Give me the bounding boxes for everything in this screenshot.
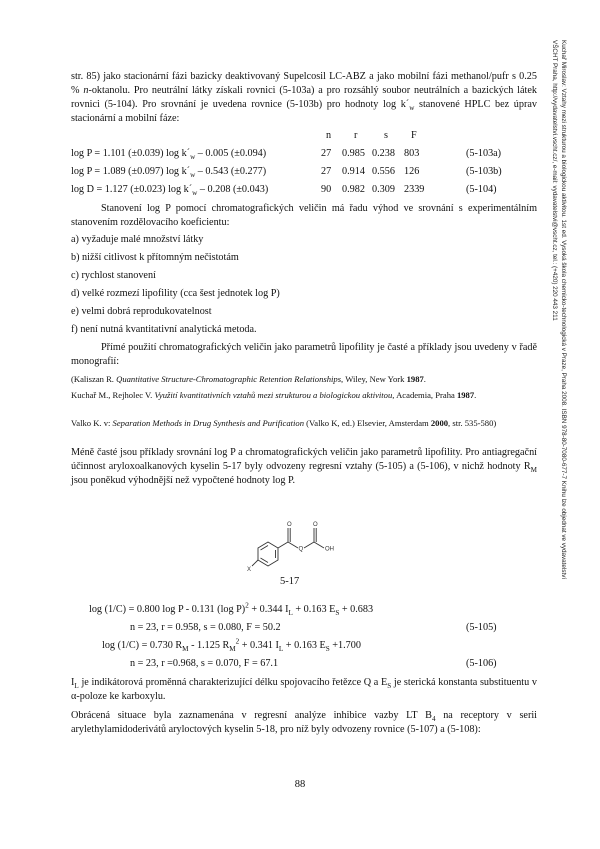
value-n: 90 bbox=[321, 184, 332, 195]
value-s: 0.238 bbox=[372, 148, 395, 159]
paragraph-inverse-situation: Obrácená situace byla zaznamenána v regresní analýze inhibice vazby LT $B_4$ na receptory v serii arylethylamidoderivátů aryloctových kyselin 5-18, pro níž byly odvozeny rovnice (5-107) a (5-108): bbox=[71, 710, 537, 735]
value-F: 2339 bbox=[404, 184, 425, 195]
value-r: 0.985 bbox=[342, 148, 365, 159]
paragraph-monographs: Přímé použití chromatografických veličin jako parametrů lipofility je časté a příklady jsou uvedeny v řadě monografií: bbox=[71, 342, 537, 367]
value-r: 0.982 bbox=[342, 184, 365, 195]
side-note-text: Kuchař Miroslav: Vztahy mezi strukturou a biologickou aktivitou. 1st ed. Vysoká škola chemicko-technologická v Praze, Praha 2008. ISBN 978-80-7080-677-7 Knihu lze objednat ve vydavatelství VŠCHT Praha, http://vydavatelstvi.vscht.cz/, e-mail: vydavatelstvi@vscht.cz, tel.: (+420) 220 443 211 bbox=[551, 40, 567, 580]
value-F: 803 bbox=[404, 148, 420, 159]
list-item: d) velké rozmezí lipofility (cca šest jednotek log P) bbox=[71, 288, 280, 299]
header-F: F bbox=[411, 130, 417, 141]
atom-label: O bbox=[313, 522, 318, 528]
value-s: 0.309 bbox=[372, 184, 395, 195]
header-n: n bbox=[326, 130, 332, 141]
value-s: 0.556 bbox=[372, 166, 395, 177]
text: -oktanolu. Pro neutrální látky získali rovnici (5-103a) a pro rozsáhlý soubor neutrálních a bazických látek rovnici (5-104). Pro srovnání je uvedena rovnice (5-103b) pro hodnoty log k´ bbox=[71, 85, 537, 110]
equation-label: (5-103a) bbox=[466, 148, 502, 159]
list-item: b) nižší citlivost k přítomným nečistotám bbox=[71, 252, 239, 263]
chemical-structure-5-17 bbox=[246, 512, 366, 572]
paragraph-intro bbox=[71, 70, 537, 126]
equation-label: (5-106) bbox=[466, 658, 497, 669]
reference: Valko K. v: Separation Methods in Drug Synthesis and Purification (Valko K, ed.) Elsevier, Amsterdam 2000, str. 535-580) bbox=[71, 418, 497, 428]
side-note bbox=[520, 40, 568, 640]
text: stanovené HPLC bez úprav stacionární a mobilní fáze: bbox=[71, 99, 538, 124]
value-F: 126 bbox=[404, 166, 420, 177]
equation-label: (5-103b) bbox=[466, 166, 502, 177]
page-number: 88 bbox=[294, 779, 306, 790]
text: str. 85) jako stacionární fázi bazicky deaktivovaný Supelcosil LC-ABZ a jako mobilní fázi methanol/pufr s 0.25 % bbox=[71, 71, 537, 96]
subscript: w bbox=[409, 104, 415, 113]
atom-label: X bbox=[247, 567, 252, 572]
equation-5-105: log (1/C) = 0.800 log P - 0.131 (log P)$^2$ + 0.344 $I_L + 0.163$ $E_S + 0.683$ bbox=[89, 601, 374, 618]
list-item: f) není nutná kvantitativní analytická metoda. bbox=[71, 324, 257, 335]
equation-text: log P = 1.089 (±0.097) $\log k´_w - 0.543$ (±0.277) bbox=[71, 166, 267, 180]
reference: (Kaliszan R. Quantitative Structure-Chromatographic Retention Relationships, Wiley, New York 1987. bbox=[71, 374, 426, 384]
equation-label: (5-105) bbox=[466, 622, 497, 633]
value-r: 0.914 bbox=[342, 166, 365, 177]
paragraph-explanation: $I_L$ je indikátorová proměnná charakterizující délku spojovacího řetězce Q a $E_S$ je sterická konstanta substituentu v α-poloze ke karboxylu. bbox=[71, 677, 537, 702]
equation-stats: n = 23, r =0.968, s = 0.070, F = 67.1 bbox=[130, 658, 279, 669]
list-item: c) rychlost stanovení bbox=[71, 270, 156, 281]
atom-label: O bbox=[287, 522, 292, 528]
list-item: a) vyžaduje malé množství látky bbox=[71, 234, 204, 245]
header-s: s bbox=[384, 130, 388, 141]
equation-5-106: log (1/C) = 0.730 $R_M - 1.125$ $R_M^2 + 0.341$ $I_L + 0.163$ $E_S +1.700$ bbox=[102, 637, 361, 654]
equation-label: (5-104) bbox=[466, 184, 497, 195]
paragraph-advantages-intro: Stanovení log P pomocí chromatografických veličin má řadu výhod ve srovnání s experimentálním stanovením rozdělovacího koeficientu: bbox=[71, 203, 537, 228]
reference: Kuchař M., Rejholec V. Využití kvantitativních vztahů mezi strukturou a biologickou aktivitou, Academia, Praha 1987. bbox=[71, 390, 477, 400]
equation-text: log P = 1.101 (±0.039) $\log k´_w - 0.005$ (±0.094) bbox=[71, 148, 267, 162]
italic-n: n bbox=[83, 85, 89, 96]
equation-stats: n = 23, r = 0.958, s = 0.080, F = 50.2 bbox=[130, 622, 281, 633]
paragraph-comparison: Méně časté jsou příklady srovnání log P a chromatografických veličin jako parametrů lipofility. Pro antiagregační účinnost aryloxoalkanových kyselin 5-17 byly odvozeny regresní vztahy (5-105) a (5-106), v nichž hodnoty $R_M$ jsou poněkud výhodnější než vypočtené hodnoty log P. bbox=[71, 447, 537, 486]
value-n: 27 bbox=[321, 166, 332, 177]
atom-label: Q bbox=[298, 546, 304, 553]
value-n: 27 bbox=[321, 148, 332, 159]
header-r: r bbox=[354, 130, 358, 141]
atom-label: OH bbox=[325, 546, 334, 553]
list-item: e) velmi dobrá reprodukovatelnost bbox=[71, 306, 212, 317]
equation-text: log D = 1.127 (±0.023) $\log k´_w - 0.208$ (±0.043) bbox=[71, 184, 269, 198]
structure-label: 5-17 bbox=[280, 576, 300, 587]
